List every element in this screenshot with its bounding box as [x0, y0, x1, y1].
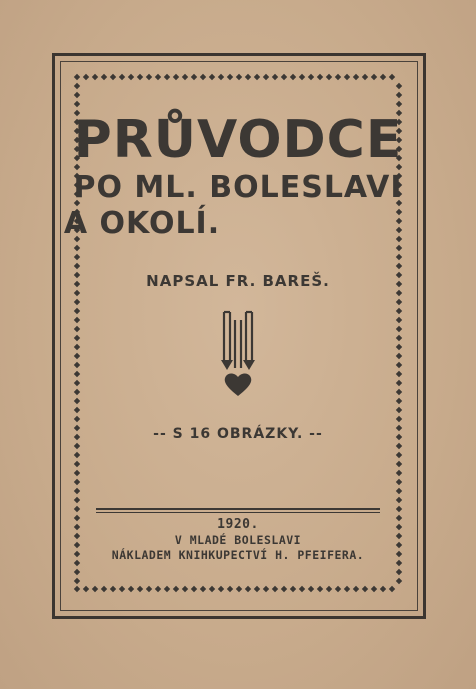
author-line: NAPSAL FR. BAREŠ.: [146, 272, 330, 290]
publication-year: 1920.: [217, 517, 259, 532]
title-line-1: PRŮVODCE: [73, 110, 403, 170]
publisher: NÁKLADEM KNIHKUPECTVÍ H. PFEIFERA.: [111, 548, 365, 562]
divider-rule-thin: [96, 512, 380, 513]
title-line-3: A OKOLÍ.: [63, 206, 221, 241]
arrow-ornament-icon: [218, 310, 258, 404]
publication-place: V MLADÉ BOLESLAVI: [174, 533, 302, 547]
images-note: -- S 16 OBRÁZKY. --: [153, 426, 323, 442]
title-line-2: PO ML. BOLESLAVI: [73, 170, 403, 205]
divider-rule: [96, 508, 380, 510]
